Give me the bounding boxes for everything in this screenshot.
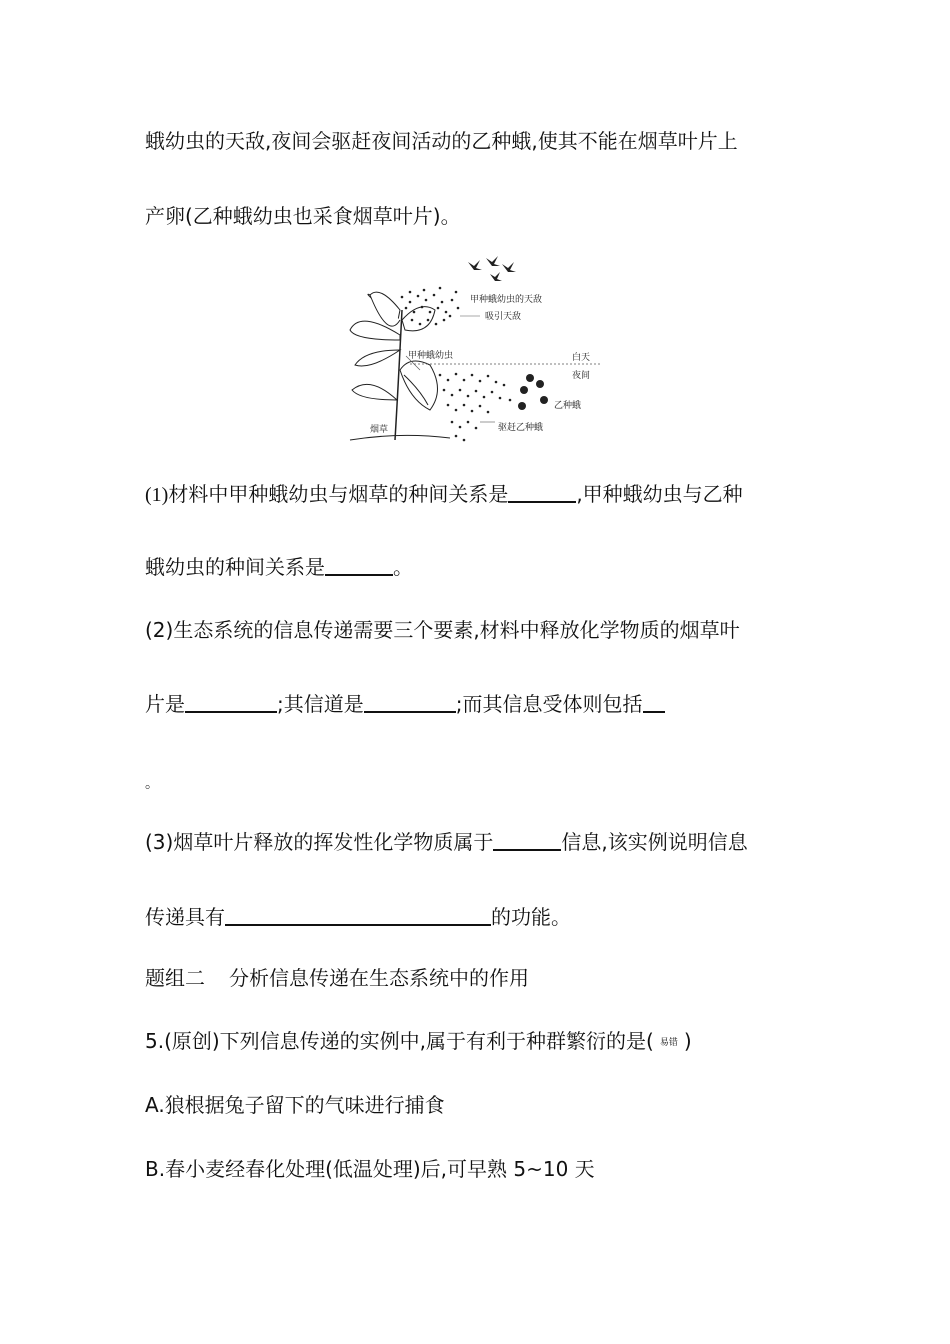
tobacco-moth-figure bbox=[340, 250, 610, 445]
q2-line-1: (2)生态系统的信息传递需要三个要素,材料中释放化学物质的烟草叶 bbox=[145, 618, 740, 642]
q1-blank-1[interactable] bbox=[508, 481, 576, 503]
q3-part3: 传递具有 bbox=[145, 905, 225, 929]
group2-heading bbox=[145, 964, 529, 992]
moth-b-icons bbox=[518, 374, 548, 410]
label-moth-b: 乙种蛾 bbox=[554, 401, 582, 411]
q2-line-3: 。 bbox=[145, 776, 159, 792]
q3-part2: 信息,该实例说明信息 bbox=[561, 830, 748, 854]
q1-line-2 bbox=[145, 553, 413, 581]
q2-part4: ;而其信息受体则包括 bbox=[455, 692, 643, 716]
q1-line-1 bbox=[145, 480, 743, 509]
label-attract: 吸引天敌 bbox=[485, 312, 522, 322]
ground-line bbox=[350, 435, 450, 440]
q3-line-1 bbox=[145, 828, 748, 856]
enemy-icons bbox=[468, 256, 516, 281]
label-enemy: 甲种蛾幼虫的天敌 bbox=[470, 295, 543, 305]
q5-tag: 易错 bbox=[659, 1037, 678, 1048]
q3-blank-2[interactable] bbox=[225, 904, 491, 926]
q1-part2: ,甲种蛾幼虫与乙种 bbox=[576, 482, 743, 506]
q2-blank-2[interactable] bbox=[364, 691, 456, 713]
q5-stem-text: 5.(原创)下列信息传递的实例中,属于有利于种群繁衍的是( bbox=[145, 1029, 654, 1053]
label-tobacco: 烟草 bbox=[370, 425, 389, 435]
tobacco-stem bbox=[395, 310, 402, 440]
group2-title: 分析信息传递在生态系统中的作用 bbox=[229, 966, 529, 990]
q1-blank-2[interactable] bbox=[325, 554, 393, 576]
label-day: 白天 bbox=[572, 353, 591, 363]
q3-line-2 bbox=[145, 903, 571, 931]
q5-stem bbox=[145, 1027, 692, 1057]
q1-part4: 。 bbox=[393, 555, 413, 579]
label-larva: 甲种蛾幼虫 bbox=[408, 351, 454, 361]
group2-label: 题组二 bbox=[145, 966, 205, 990]
material-line-2: 产卵(乙种蛾幼虫也采食烟草叶片)。 bbox=[145, 204, 461, 228]
q2-part2: 片是 bbox=[145, 692, 185, 716]
label-drive: 驱赶乙种蛾 bbox=[498, 423, 544, 433]
q5-option-b[interactable]: B.春小麦经春化处理(低温处理)后,可早熟 5~10 天 bbox=[145, 1157, 595, 1181]
q5-option-a[interactable]: A.狼根据兔子留下的气味进行捕食 bbox=[145, 1093, 445, 1117]
q1-part1: (1)材料中甲种蛾幼虫与烟草的种间关系是 bbox=[145, 484, 509, 506]
material-line-1: 蛾幼虫的天敌,夜间会驱赶夜间活动的乙种蛾,使其不能在烟草叶片上 bbox=[145, 129, 738, 153]
q2-line-2 bbox=[145, 690, 665, 718]
q3-part1: (3)烟草叶片释放的挥发性化学物质属于 bbox=[145, 830, 494, 854]
q3-part4: 的功能。 bbox=[491, 905, 571, 929]
q3-blank-1[interactable] bbox=[493, 829, 561, 851]
q2-part3: ;其信道是 bbox=[277, 692, 364, 716]
q2-blank-3[interactable] bbox=[643, 691, 665, 713]
q1-part3: 蛾幼虫的种间关系是 bbox=[145, 555, 325, 579]
q2-blank-1[interactable] bbox=[185, 691, 277, 713]
q5-close: ) bbox=[683, 1029, 692, 1053]
label-night: 夜间 bbox=[572, 371, 591, 381]
